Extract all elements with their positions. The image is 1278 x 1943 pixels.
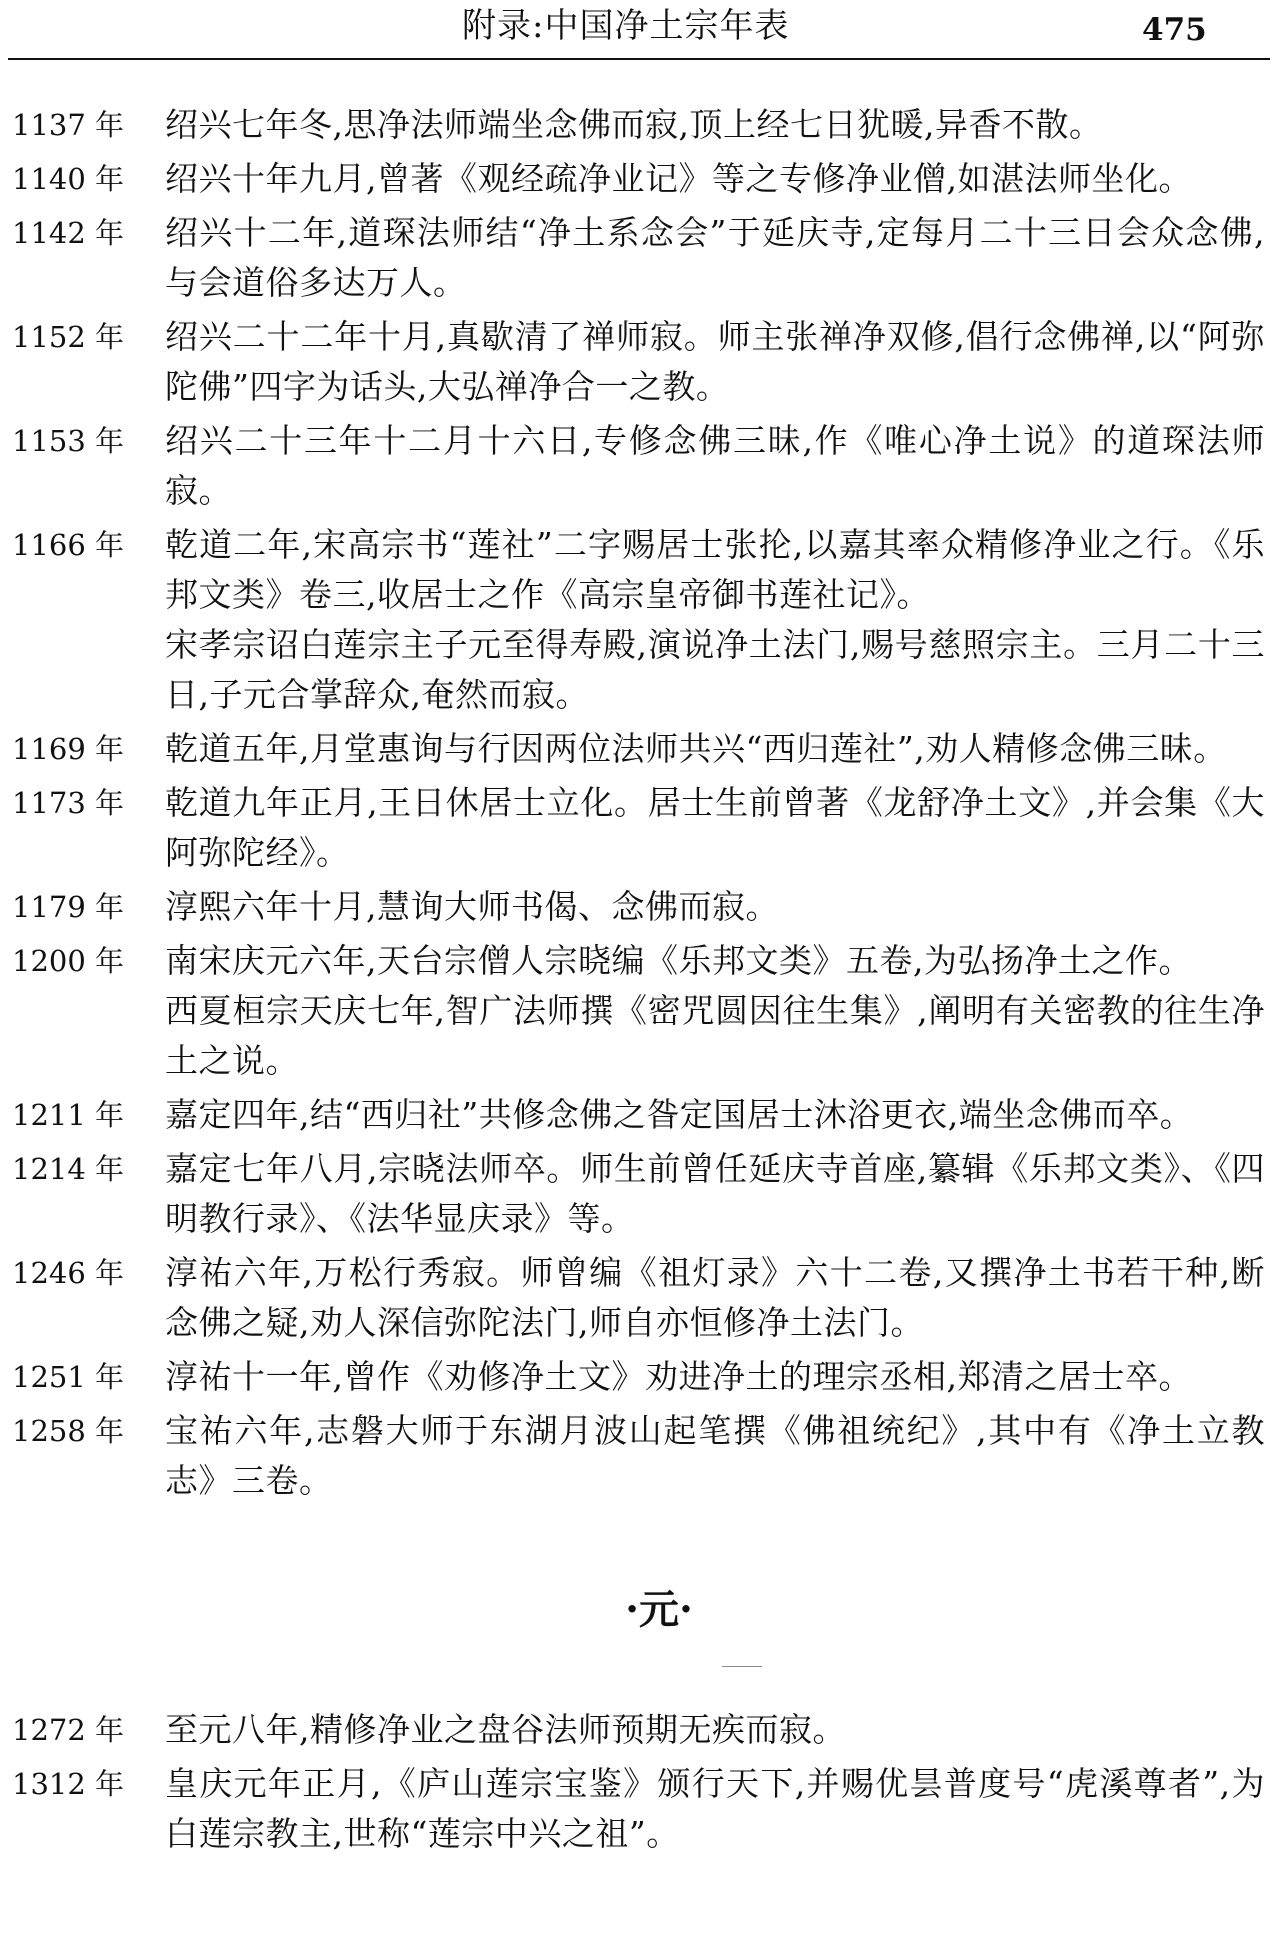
- entry-text: 乾道五年,月堂惠询与行因两位法师共兴“西归莲社”,劝人精修念佛三昧。: [165, 729, 1227, 768]
- chronology-entry: [0, 882, 1278, 932]
- entry-year: 1214 年: [12, 1152, 125, 1186]
- entry-text: 西夏桓宗天庆七年,智广法师撰《密咒圆因往生集》,阐明有关密教的往生净土之说。: [165, 991, 1265, 1080]
- chronology-entry: [0, 1144, 1278, 1244]
- entry-text: 绍兴十二年,道琛法师结“净土系念会”于延庆寺,定每月二十三日会众念佛,与会道俗多达万人。: [165, 213, 1265, 302]
- entry-text: 淳祐六年,万松行秀寂。师曾编《祖灯录》六十二卷,又撰净土书若干种,断念佛之疑,劝人深信弥陀法门,师自亦恒修净土法门。: [165, 1253, 1265, 1342]
- chronology-entry: [0, 208, 1278, 308]
- chronology-entry: [0, 520, 1278, 720]
- entry-year: 1142 年: [12, 216, 125, 250]
- entry-year: 1258 年: [12, 1414, 125, 1448]
- chronology-entry: [0, 1406, 1278, 1506]
- entry-text: 淳祐十一年,曾作《劝修净土文》劝进净土的理宗丞相,郑清之居士卒。: [165, 1357, 1192, 1396]
- running-title: 附录:中国净土宗年表: [462, 6, 790, 46]
- chronology-entry: [0, 100, 1278, 150]
- entry-year: 1140 年: [12, 162, 125, 196]
- running-header: [0, 0, 1278, 62]
- entry-text: 宝祐六年,志磐大师于东湖月波山起笔撰《佛祖统纪》,其中有《净土立教志》三卷。: [165, 1411, 1265, 1500]
- section-spacer: [0, 1510, 1278, 1580]
- entry-year: 1137 年: [12, 108, 125, 142]
- section-rule: [722, 1666, 762, 1667]
- entry-text: 乾道二年,宋高宗书“莲社”二字赐居士张抡,以嘉其率众精修净业之行。《乐邦文类》卷三,收居士之作《高宗皇帝御书莲社记》。: [165, 525, 1265, 614]
- section-heading: ·元·: [625, 1586, 693, 1633]
- chronology-entry: [0, 1248, 1278, 1348]
- entry-year: 1166 年: [12, 528, 125, 562]
- chronology-entry: [0, 1090, 1278, 1140]
- entry-text: 嘉定七年八月,宗晓法师卒。师生前曾任延庆寺首座,纂辑《乐邦文类》、《四明教行录》、《法华显庆录》等。: [165, 1149, 1265, 1238]
- chronology-entry: [0, 154, 1278, 204]
- chronology-entry: [0, 1705, 1278, 1755]
- chronology-entry: [0, 1759, 1278, 1859]
- entry-text: 南宋庆元六年,天台宗僧人宗晓编《乐邦文类》五卷,为弘扬净土之作。: [165, 941, 1192, 980]
- entry-text: 宋孝宗诏白莲宗主子元至得寿殿,演说净土法门,赐号慈照宗主。三月二十三日,子元合掌辞众,奄然而寂。: [165, 625, 1265, 714]
- chronology-list: [0, 100, 1278, 1863]
- chronology-entry: [0, 416, 1278, 516]
- header-rule: [8, 58, 1270, 60]
- entry-year: 1211 年: [12, 1098, 125, 1132]
- entry-year: 1153 年: [12, 424, 125, 458]
- entry-text: 至元八年,精修净业之盘谷法师预期无疾而寂。: [165, 1710, 846, 1749]
- entry-text: 绍兴二十二年十月,真歇清了禅师寂。师主张禅净双修,倡行念佛禅,以“阿弥陀佛”四字为话头,大弘禅净合一之教。: [165, 317, 1265, 406]
- entry-text: 绍兴七年冬,思净法师端坐念佛而寂,顶上经七日犹暖,异香不散。: [165, 105, 1103, 144]
- entry-year: 1152 年: [12, 320, 125, 354]
- entry-text: 乾道九年正月,王日休居士立化。居士生前曾著《龙舒净土文》,并会集《大阿弥陀经》。: [165, 783, 1265, 872]
- entry-year: 1246 年: [12, 1256, 125, 1290]
- entry-year: 1179 年: [12, 890, 125, 924]
- entry-year: 1251 年: [12, 1360, 125, 1394]
- chronology-entry: [0, 936, 1278, 1086]
- entry-year: 1312 年: [12, 1767, 125, 1801]
- entry-text: 绍兴二十三年十二月十六日,专修念佛三昧,作《唯心净土说》的道琛法师寂。: [165, 421, 1265, 510]
- entry-year: 1200 年: [12, 944, 125, 978]
- entry-year: 1272 年: [12, 1713, 125, 1747]
- page-number: 475: [1142, 12, 1207, 48]
- entry-text: 淳熙六年十月,慧询大师书偈、念佛而寂。: [165, 887, 779, 926]
- chronology-entry: [0, 778, 1278, 878]
- chronology-entry: [0, 1352, 1278, 1402]
- entry-text: 嘉定四年,结“西归社”共修念佛之昝定国居士沐浴更衣,端坐念佛而卒。: [165, 1095, 1194, 1134]
- entry-text: 绍兴十年九月,曾著《观经疏净业记》等之专修净业僧,如湛法师坐化。: [165, 159, 1192, 198]
- chronology-entry: [0, 312, 1278, 412]
- entry-year: 1173 年: [12, 786, 125, 820]
- entry-text: 皇庆元年正月,《庐山莲宗宝鉴》颁行天下,并赐优昙普度号“虎溪尊者”,为白莲宗教主,世称“莲宗中兴之祖”。: [165, 1764, 1265, 1853]
- chronology-entry: [0, 724, 1278, 774]
- entry-year: 1169 年: [12, 732, 125, 766]
